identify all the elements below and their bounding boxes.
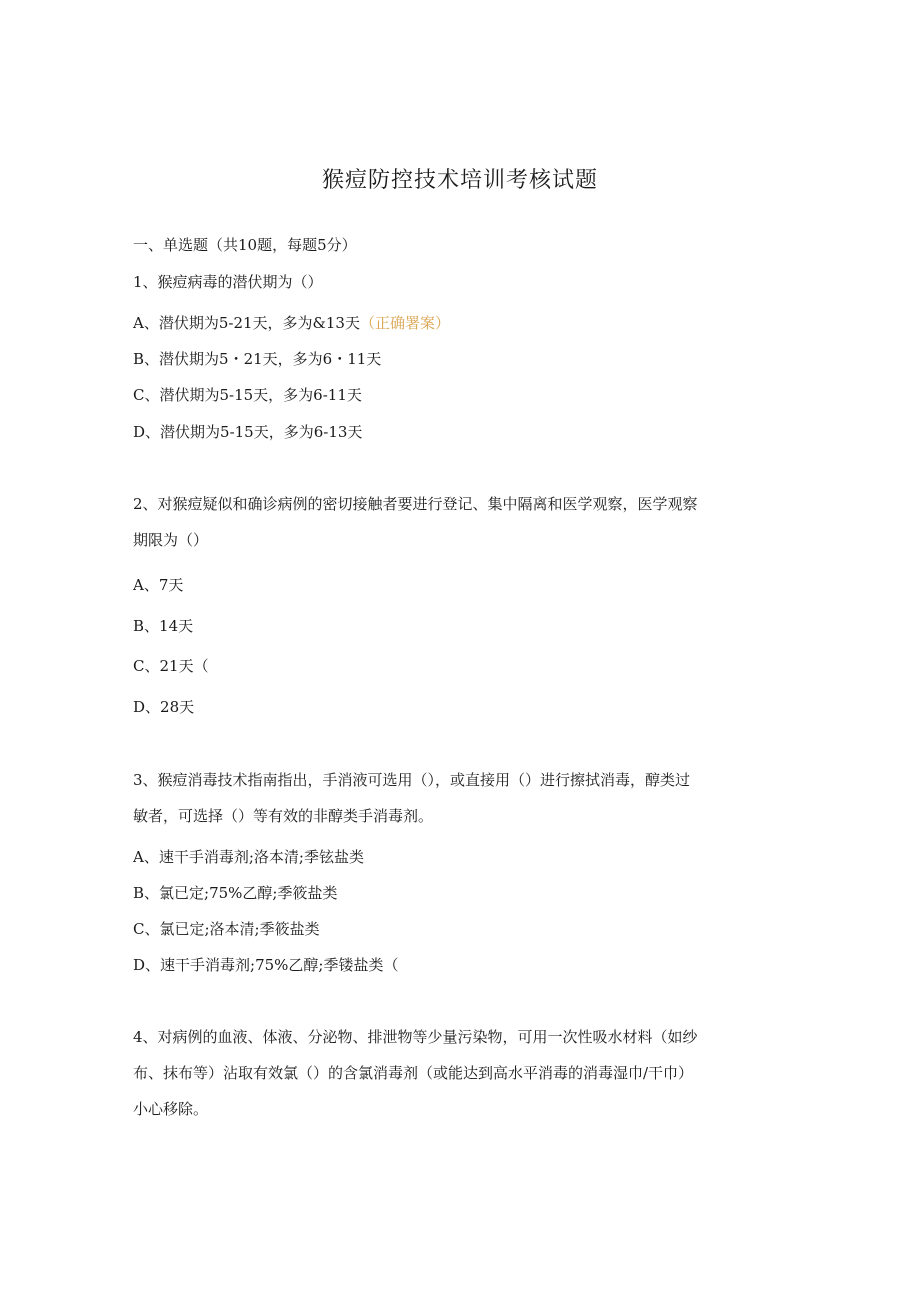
question-4-stem-line-1: 4、对病例的血液、体液、分泌物、排泄物等少量污染物，可用一次性吸水材料（如纱 bbox=[133, 1028, 698, 1046]
question-2-option-b: B、14天 bbox=[133, 617, 194, 635]
question-2-stem-line-1: 2、对猴痘疑似和确诊病例的密切接触者要进行登记、集中隔离和医学观察，医学观察 bbox=[133, 495, 698, 513]
question-1-option-b: B、潜伏期为5・21天，多为6・11天 bbox=[133, 350, 382, 368]
question-2-stem-line-2: 期限为（） bbox=[133, 531, 209, 549]
question-3-stem-line-2: 敏者，可选择（）等有效的非醇类手消毒剂。 bbox=[133, 807, 434, 825]
question-2-option-a: A、7天 bbox=[133, 576, 184, 594]
question-3-option-a: A、速干手消毒剂;洛本清;季铉盐类 bbox=[133, 848, 364, 866]
question-4-stem-line-3: 小心移除。 bbox=[133, 1100, 209, 1118]
question-1-stem: 1、猴痘病毒的潜伏期为（） bbox=[133, 273, 323, 291]
question-1-option-d: D、潜伏期为5-15天，多为6-13天 bbox=[133, 423, 363, 441]
correct-answer-mark: （正确署案） bbox=[359, 314, 450, 332]
question-3-option-c: C、氯已定;洛本清;季筱盐类 bbox=[133, 920, 320, 938]
section-header: 一、单选题（共10题，每题5分） bbox=[133, 236, 357, 254]
question-2-option-d: D、28天 bbox=[133, 698, 195, 716]
question-4-stem-line-2: 布、抹布等）沾取有效氯（）的含氯消毒剂（或能达到高水平消毒的消毒湿巾/干巾） bbox=[133, 1064, 694, 1082]
question-2-option-c: C、21天（ bbox=[133, 657, 209, 675]
page-title: 猴痘防控技术培训考核试题 bbox=[321, 168, 598, 193]
question-3-option-b: B、氯已定;75%乙醇;季筱盐类 bbox=[133, 884, 338, 902]
question-1-option-c: C、潜伏期为5-15天，多为6-11天 bbox=[133, 386, 362, 404]
question-1-option-a bbox=[133, 313, 450, 333]
question-3-option-d: D、速干手消毒剂;75%乙醇;季镂盐类（ bbox=[133, 956, 399, 974]
option-text: A、潜伏期为5-21天，多为&13天 bbox=[133, 314, 360, 332]
question-3-stem-line-1: 3、猴痘消毒技术指南指出，手消液可选用（），或直接用（）进行擦拭消毒，醇类过 bbox=[133, 771, 691, 789]
